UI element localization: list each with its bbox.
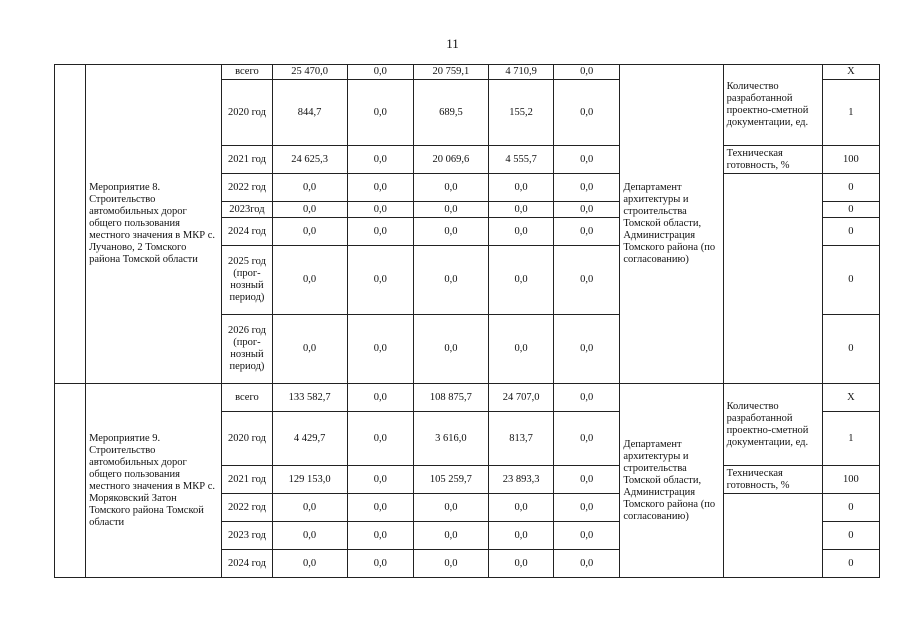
funding-regional: 108 875,7: [413, 384, 488, 412]
funding-total: 844,7: [272, 80, 347, 146]
period-label: всего: [222, 384, 272, 412]
funding-federal: 0,0: [347, 412, 413, 466]
indicator-value: 0: [822, 246, 879, 315]
funding-federal: 0,0: [347, 550, 413, 578]
event-9-description: Мероприятие 9. Строительство автомобильных дорог общего пользования местного значения в МКР с. Моряковский Затон Томского района Томской области: [86, 384, 222, 578]
funding-local: 813,7: [489, 412, 554, 466]
period-label: 2022 год: [222, 494, 272, 522]
funding-total: 0,0: [272, 202, 347, 218]
funding-regional: 0,0: [413, 202, 488, 218]
funding-federal: 0,0: [347, 174, 413, 202]
funding-local: 0,0: [489, 202, 554, 218]
period-label: 2023 год: [222, 522, 272, 550]
indicator-design-docs: Количество разработанной проектно-сметной документации, ед.: [723, 65, 822, 146]
funding-total: 24 625,3: [272, 146, 347, 174]
funding-other: 0,0: [554, 412, 620, 466]
funding-total: 0,0: [272, 494, 347, 522]
funding-other: 0,0: [554, 202, 620, 218]
indicator-value: 100: [822, 146, 879, 174]
funding-other: 0,0: [554, 80, 620, 146]
page-number: 11: [446, 36, 459, 51]
funding-other: 0,0: [554, 550, 620, 578]
funding-local: 0,0: [489, 494, 554, 522]
funding-regional: 3 616,0: [413, 412, 488, 466]
funding-total: 4 429,7: [272, 412, 347, 466]
period-label: 2025 год (прог-нозный период): [222, 246, 272, 315]
funding-other: 0,0: [554, 315, 620, 384]
indicator-value: Х: [822, 384, 879, 412]
period-label: 2022 год: [222, 174, 272, 202]
period-label: 2021 год: [222, 466, 272, 494]
funding-local: 0,0: [489, 522, 554, 550]
funding-local: 0,0: [489, 174, 554, 202]
period-label: 2024 год: [222, 550, 272, 578]
funding-local: 0,0: [489, 550, 554, 578]
period-label: всего: [222, 65, 272, 80]
funding-local: 23 893,3: [489, 466, 554, 494]
indicator-value: 0: [822, 522, 879, 550]
funding-other: 0,0: [554, 384, 620, 412]
indicator-value: Х: [822, 65, 879, 80]
indicator-value: 0: [822, 202, 879, 218]
funding-federal: 0,0: [347, 80, 413, 146]
funding-regional: 0,0: [413, 246, 488, 315]
funding-federal: 0,0: [347, 315, 413, 384]
indicator-blank-cell: [723, 494, 822, 578]
indicator-value: 0: [822, 494, 879, 522]
funding-regional: 0,0: [413, 218, 488, 246]
indicator-design-docs: Количество разработанной проектно-сметной документации, ед.: [723, 384, 822, 466]
funding-local: 0,0: [489, 315, 554, 384]
funding-federal: 0,0: [347, 384, 413, 412]
funding-federal: 0,0: [347, 466, 413, 494]
funding-federal: 0,0: [347, 65, 413, 80]
funding-regional: 20 759,1: [413, 65, 488, 80]
funding-total: 129 153,0: [272, 466, 347, 494]
funding-regional: 0,0: [413, 494, 488, 522]
funding-local: 24 707,0: [489, 384, 554, 412]
funding-regional: 0,0: [413, 550, 488, 578]
indicator-value: 100: [822, 466, 879, 494]
program-activities-table: [54, 64, 880, 578]
event-8-description: Мероприятие 8. Строительство автомобильных дорог общего пользования местного значения в МКР с. Лучаново, 2 Томского района Томской области: [86, 65, 222, 384]
period-label: 2023год: [222, 202, 272, 218]
funding-total: 0,0: [272, 315, 347, 384]
funding-federal: 0,0: [347, 202, 413, 218]
funding-total: 0,0: [272, 550, 347, 578]
responsible-executor: Департамент архитектуры и строительства Томской области, Администрация Томского района (по согласованию): [620, 65, 723, 384]
row-index-cell: [55, 384, 86, 578]
funding-other: 0,0: [554, 218, 620, 246]
funding-federal: 0,0: [347, 218, 413, 246]
funding-local: 155,2: [489, 80, 554, 146]
funding-federal: 0,0: [347, 246, 413, 315]
indicator-blank-cell: [723, 174, 822, 384]
funding-local: 4 555,7: [489, 146, 554, 174]
indicator-readiness: Техническая готовность, %: [723, 466, 822, 494]
funding-total: 0,0: [272, 522, 347, 550]
funding-regional: 20 069,6: [413, 146, 488, 174]
indicator-value: 1: [822, 80, 879, 146]
funding-total: 0,0: [272, 218, 347, 246]
indicator-value: 0: [822, 315, 879, 384]
table-row: [55, 65, 880, 80]
period-label: 2026 год (прог-нозный период): [222, 315, 272, 384]
funding-other: 0,0: [554, 466, 620, 494]
funding-local: 0,0: [489, 246, 554, 315]
funding-federal: 0,0: [347, 494, 413, 522]
table-row: [55, 384, 880, 412]
funding-regional: 689,5: [413, 80, 488, 146]
funding-federal: 0,0: [347, 146, 413, 174]
funding-local: 0,0: [489, 218, 554, 246]
funding-total: 0,0: [272, 246, 347, 315]
indicator-readiness: Техническая готовность, %: [723, 146, 822, 174]
funding-regional: 0,0: [413, 174, 488, 202]
funding-other: 0,0: [554, 65, 620, 80]
period-label: 2020 год: [222, 80, 272, 146]
indicator-value: 0: [822, 550, 879, 578]
funding-total: 133 582,7: [272, 384, 347, 412]
funding-other: 0,0: [554, 494, 620, 522]
funding-total: 0,0: [272, 174, 347, 202]
funding-regional: 0,0: [413, 315, 488, 384]
funding-local: 4 710,9: [489, 65, 554, 80]
funding-federal: 0,0: [347, 522, 413, 550]
funding-regional: 0,0: [413, 522, 488, 550]
responsible-executor: Департамент архитектуры и строительства Томской области, Администрация Томского района (по согласованию): [620, 384, 723, 578]
funding-other: 0,0: [554, 146, 620, 174]
funding-other: 0,0: [554, 246, 620, 315]
period-label: 2024 год: [222, 218, 272, 246]
indicator-value: 0: [822, 174, 879, 202]
funding-regional: 105 259,7: [413, 466, 488, 494]
funding-total: 25 470,0: [272, 65, 347, 80]
period-label: 2020 год: [222, 412, 272, 466]
row-index-cell: [55, 65, 86, 384]
funding-other: 0,0: [554, 174, 620, 202]
period-label: 2021 год: [222, 146, 272, 174]
indicator-value: 0: [822, 218, 879, 246]
indicator-value: 1: [822, 412, 879, 466]
funding-other: 0,0: [554, 522, 620, 550]
